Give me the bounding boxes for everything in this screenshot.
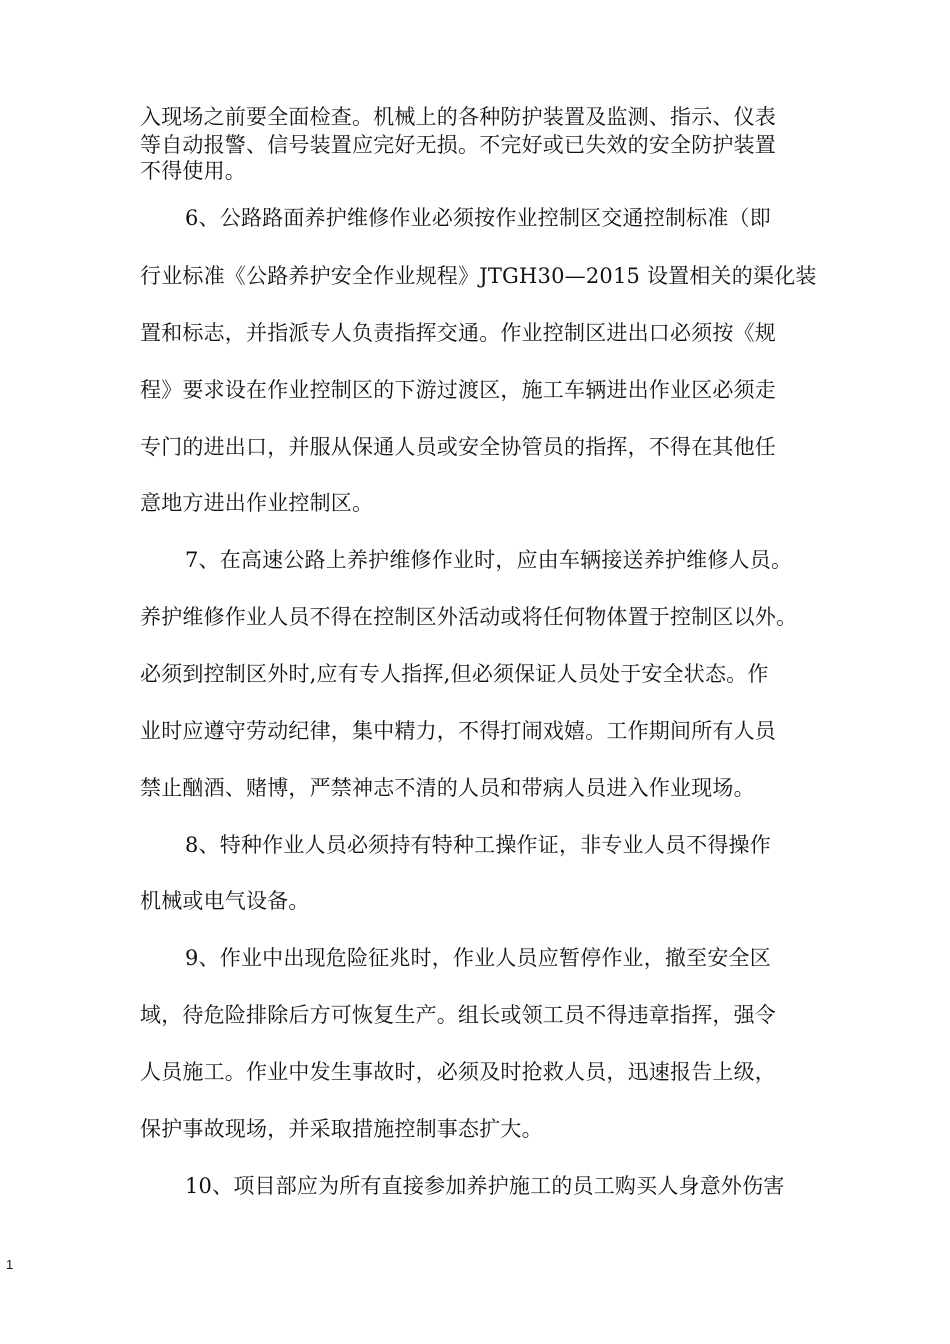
text-line: 程》要求设在作业控制区的下游过渡区，施工车辆进出作业区必须走 [140,378,776,402]
text-line: 业时应遵守劳动纪律，集中精力，不得打闹戏嬉。工作期间所有人员 [140,719,776,743]
page-number: 1 [6,1257,14,1272]
text-line: 行业标准《公路养护安全作业规程》JTGH30—2015 设置相关的渠化装 [140,264,817,288]
paragraph-7-first-line: 7、在高速公路上养护维修作业时，应由车辆接送养护维修人员。 [185,548,793,572]
text-line: 不得使用。 [140,159,246,183]
text-line: 入现场之前要全面检查。机械上的各种防护装置及监测、指示、仪表 [140,105,776,129]
text-line: 置和标志，并指派专人负责指挥交通。作业控制区进出口必须按《规 [140,321,776,345]
paragraph-6-first-line: 6、公路路面养护维修作业必须按作业控制区交通控制标准（即 [185,206,771,230]
text-line: 意地方进出作业控制区。 [140,491,374,515]
paragraph-10-first-line: 10、项目部应为所有直接参加养护施工的员工购买人身意外伤害 [185,1174,785,1198]
text-line: 域，待危险排除后方可恢复生产。组长或领工员不得违章指挥，强令 [140,1003,776,1027]
paragraph-9-first-line: 9、作业中出现危险征兆时，作业人员应暂停作业，撤至安全区 [185,946,771,970]
text-line: 专门的进出口，并服从保通人员或安全协管员的指挥，不得在其他任 [140,435,776,459]
text-line: 保护事故现场，并采取措施控制事态扩大。 [140,1117,543,1141]
text-line: 人员施工。作业中发生事故时，必须及时抢救人员，迅速报告上级， [140,1060,776,1084]
paragraph-8-first-line: 8、特种作业人员必须持有特种工操作证，非专业人员不得操作 [185,833,771,857]
text-line: 机械或电气设备。 [140,889,310,913]
text-line: 等自动报警、信号装置应完好无损。不完好或已失效的安全防护装置 [140,133,776,157]
text-line: 禁止酗酒、赌博，严禁神志不清的人员和带病人员进入作业现场。 [140,776,755,800]
text-line: 养护维修作业人员不得在控制区外活动或将任何物体置于控制区以外。 [140,605,798,629]
text-line: 必须到控制区外时,应有专人指挥,但必须保证人员处于安全状态。作 [140,662,769,686]
